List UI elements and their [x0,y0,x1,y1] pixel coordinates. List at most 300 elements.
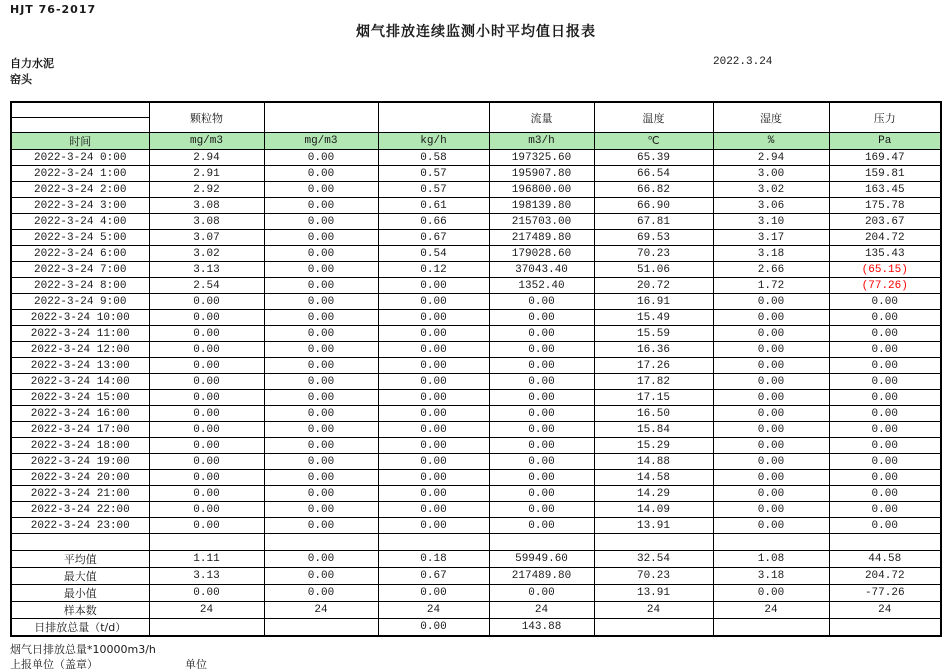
value-cell: 175.78 [829,198,941,214]
page-title: 烟气排放连续监测小时平均值日报表 [356,24,596,40]
value-cell: 0.00 [378,619,489,637]
footer-total-emission-note: 烟气日排放总量*10000m3/h [10,643,156,656]
value-cell: 14.09 [594,502,713,518]
table-row [11,602,941,619]
report-table [10,101,942,637]
value-cell: 0.00 [264,342,378,358]
value-cell: 0.00 [829,422,941,438]
value-cell: 0.00 [149,358,264,374]
value-cell: 0.00 [829,326,941,342]
value-cell: 0.00 [378,278,489,294]
header-blank-col3 [264,102,378,133]
standard-code: HJT 76-2017 [10,3,97,16]
value-cell: 1.08 [713,551,829,568]
value-cell: 0.00 [489,454,594,470]
table-row [11,166,941,182]
value-cell: 24 [264,602,378,619]
time-cell: 2022-3-24 10:00 [11,310,149,326]
unit-celsius: ℃ [594,133,713,150]
value-cell: 2.91 [149,166,264,182]
unit-header-row [11,133,941,150]
unit-mg-m3-2: mg/m3 [264,133,378,150]
value-cell: 0.00 [264,358,378,374]
time-cell: 2022-3-24 3:00 [11,198,149,214]
value-cell: 0.00 [489,358,594,374]
value-cell: 0.00 [264,246,378,262]
value-cell: 0.00 [713,310,829,326]
table-row [11,568,941,585]
header-blank-top [12,103,149,118]
time-cell: 2022-3-24 22:00 [11,502,149,518]
value-cell: 16.36 [594,342,713,358]
value-cell: 0.00 [264,374,378,390]
value-cell: 0.00 [829,470,941,486]
value-cell: 0.00 [264,214,378,230]
value-cell: 0.00 [489,406,594,422]
value-cell: 0.00 [489,294,594,310]
header-particulate: 颗粒物 [149,102,264,133]
time-cell: 2022-3-24 16:00 [11,406,149,422]
value-cell: 0.00 [149,294,264,310]
value-cell: 13.91 [594,518,713,534]
value-cell: 0.00 [378,406,489,422]
value-cell: 0.00 [149,390,264,406]
empty-cell [829,534,941,551]
value-cell: 0.00 [489,374,594,390]
value-cell: 20.72 [594,278,713,294]
value-cell: 0.00 [378,342,489,358]
table-row [11,585,941,602]
table-row [11,358,941,374]
value-cell: 0.00 [713,390,829,406]
value-cell: 44.58 [829,551,941,568]
time-cell: 2022-3-24 14:00 [11,374,149,390]
table-row [11,502,941,518]
value-cell: 0.00 [713,406,829,422]
value-cell: 198139.80 [489,198,594,214]
value-cell: 0.00 [489,422,594,438]
unit-pa: Pa [829,133,941,150]
value-cell: 0.00 [264,294,378,310]
unit-mg-m3-1: mg/m3 [149,133,264,150]
value-cell: 159.81 [829,166,941,182]
value-cell: 66.90 [594,198,713,214]
value-cell: 0.00 [264,198,378,214]
time-cell: 2022-3-24 9:00 [11,294,149,310]
value-cell: 3.07 [149,230,264,246]
table-row [11,619,941,637]
value-cell: 0.54 [378,246,489,262]
table-row [11,182,941,198]
summary-label-cell: 最大值 [11,568,149,585]
value-cell: 24 [594,602,713,619]
report-date: 2022.3.24 [713,56,773,68]
value-cell: 0.00 [713,486,829,502]
value-cell: 0.00 [264,438,378,454]
spacer-row [11,534,941,551]
value-cell: 0.00 [264,422,378,438]
table-row [11,518,941,534]
value-cell: 16.50 [594,406,713,422]
value-cell: 2.94 [149,150,264,166]
value-cell: 0.61 [378,198,489,214]
value-cell: 0.00 [489,486,594,502]
value-cell: 0.00 [378,502,489,518]
table-row [11,294,941,310]
value-cell: 69.53 [594,230,713,246]
table-row [11,374,941,390]
value-cell: 0.00 [149,470,264,486]
value-cell: 0.00 [264,454,378,470]
value-cell: 2.92 [149,182,264,198]
value-cell: 0.00 [149,585,264,602]
value-cell [713,619,829,637]
value-cell: 0.00 [713,518,829,534]
value-cell: 0.00 [264,551,378,568]
header-temperature: 温度 [594,102,713,133]
table-row [11,470,941,486]
value-cell: 0.66 [378,214,489,230]
value-cell: 0.00 [713,454,829,470]
value-cell: 15.84 [594,422,713,438]
value-cell: 0.00 [264,568,378,585]
value-cell: 0.00 [829,518,941,534]
value-cell: 0.00 [829,310,941,326]
value-cell: (65.15) [829,262,941,278]
table-row [11,486,941,502]
value-cell: 0.00 [149,438,264,454]
value-cell: 0.00 [378,358,489,374]
value-cell: 15.29 [594,438,713,454]
table-row [11,198,941,214]
station-name: 窑头 [10,73,32,86]
value-cell: 3.18 [713,246,829,262]
value-cell: 0.00 [713,358,829,374]
value-cell: 0.00 [264,310,378,326]
value-cell: 163.45 [829,182,941,198]
value-cell: 0.00 [264,326,378,342]
value-cell: 0.00 [264,166,378,182]
header-pressure: 压力 [829,102,941,133]
table-row [11,406,941,422]
value-cell: 3.06 [713,198,829,214]
value-cell: 17.15 [594,390,713,406]
time-cell: 2022-3-24 11:00 [11,326,149,342]
table-row [11,230,941,246]
summary-label-cell: 最小值 [11,585,149,602]
value-cell: 0.00 [264,470,378,486]
value-cell: 0.00 [829,358,941,374]
value-cell: 0.00 [264,518,378,534]
value-cell: 215703.00 [489,214,594,230]
time-cell: 2022-3-24 21:00 [11,486,149,502]
value-cell: 0.00 [489,470,594,486]
value-cell: 2.94 [713,150,829,166]
value-cell: 24 [378,602,489,619]
value-cell: 0.00 [713,502,829,518]
empty-cell [378,534,489,551]
empty-cell [264,534,378,551]
value-cell: 0.00 [264,230,378,246]
time-cell: 2022-3-24 13:00 [11,358,149,374]
value-cell: 0.18 [378,551,489,568]
value-cell [594,619,713,637]
unit-m3-h: m3/h [489,133,594,150]
value-cell: 3.08 [149,198,264,214]
value-cell: 51.06 [594,262,713,278]
time-cell: 2022-3-24 7:00 [11,262,149,278]
table-row [11,551,941,568]
value-cell: 65.39 [594,150,713,166]
value-cell: 24 [713,602,829,619]
summary-label-cell: 样本数 [11,602,149,619]
time-cell: 2022-3-24 2:00 [11,182,149,198]
value-cell: 179028.60 [489,246,594,262]
empty-cell [594,534,713,551]
value-cell: 0.00 [378,310,489,326]
value-cell: 17.26 [594,358,713,374]
value-cell: 0.00 [264,390,378,406]
value-cell: 0.00 [713,585,829,602]
table-row [11,278,941,294]
value-cell: 3.00 [713,166,829,182]
unit-percent: % [713,133,829,150]
table-row [11,326,941,342]
value-cell: 0.67 [378,568,489,585]
value-cell: 0.00 [378,486,489,502]
value-cell: 0.00 [264,182,378,198]
value-cell: 0.00 [264,486,378,502]
value-cell: 13.91 [594,585,713,602]
value-cell: 0.00 [489,342,594,358]
value-cell: 0.00 [149,518,264,534]
value-cell: 0.00 [378,585,489,602]
table-row [11,246,941,262]
value-cell: 0.00 [489,502,594,518]
value-cell: 70.23 [594,246,713,262]
table-row [11,390,941,406]
value-cell: 3.13 [149,568,264,585]
value-cell: 3.02 [149,246,264,262]
value-cell: 0.00 [829,406,941,422]
value-cell: 66.82 [594,182,713,198]
value-cell: 196800.00 [489,182,594,198]
group-header-row [11,102,941,133]
table-row [11,150,941,166]
value-cell: 0.00 [489,310,594,326]
value-cell: 66.54 [594,166,713,182]
value-cell: 0.00 [149,454,264,470]
time-cell: 2022-3-24 8:00 [11,278,149,294]
value-cell: 169.47 [829,150,941,166]
value-cell: 3.08 [149,214,264,230]
value-cell: 67.81 [594,214,713,230]
company-name: 自力水泥 [10,57,54,70]
value-cell [149,619,264,637]
value-cell: 2.54 [149,278,264,294]
value-cell: 0.00 [264,585,378,602]
value-cell: 0.00 [829,486,941,502]
value-cell: 0.00 [489,390,594,406]
value-cell: 0.00 [149,422,264,438]
value-cell: 0.00 [378,422,489,438]
value-cell: 217489.80 [489,568,594,585]
value-cell: 0.00 [264,278,378,294]
value-cell: 17.82 [594,374,713,390]
value-cell: 24 [149,602,264,619]
value-cell: 0.00 [829,390,941,406]
value-cell: 143.88 [489,619,594,637]
value-cell: 0.00 [378,438,489,454]
table-row [11,310,941,326]
value-cell: 0.57 [378,182,489,198]
value-cell: 0.00 [489,438,594,454]
value-cell: 0.00 [264,262,378,278]
table-row [11,214,941,230]
value-cell: 15.49 [594,310,713,326]
value-cell [829,619,941,637]
summary-label-cell: 平均值 [11,551,149,568]
value-cell: 204.72 [829,230,941,246]
table-row [11,454,941,470]
value-cell: 3.10 [713,214,829,230]
value-cell: 1.11 [149,551,264,568]
summary-label-cell: 日排放总量（t/d） [11,619,149,637]
table-row [11,422,941,438]
value-cell: 0.00 [149,486,264,502]
value-cell: 14.88 [594,454,713,470]
time-cell: 2022-3-24 6:00 [11,246,149,262]
value-cell: 0.00 [378,470,489,486]
footer-unit-label: 单位 [185,658,207,669]
value-cell: 0.00 [713,438,829,454]
header-blank-col4 [378,102,489,133]
value-cell: 14.58 [594,470,713,486]
value-cell: 0.00 [829,502,941,518]
value-cell: 0.00 [378,374,489,390]
value-cell: 135.43 [829,246,941,262]
value-cell: 0.00 [264,406,378,422]
value-cell: 1352.40 [489,278,594,294]
value-cell: 0.00 [713,342,829,358]
empty-cell [11,534,149,551]
value-cell: 1.72 [713,278,829,294]
header-blank-bottom [12,118,149,132]
time-cell: 2022-3-24 15:00 [11,390,149,406]
value-cell: 0.00 [489,585,594,602]
value-cell: 70.23 [594,568,713,585]
time-cell: 2022-3-24 5:00 [11,230,149,246]
value-cell: 0.00 [378,294,489,310]
value-cell: 24 [489,602,594,619]
value-cell: 14.29 [594,486,713,502]
unit-kg-h: kg/h [378,133,489,150]
value-cell: 3.02 [713,182,829,198]
table-row [11,438,941,454]
value-cell: 0.00 [378,326,489,342]
value-cell: 0.57 [378,166,489,182]
value-cell: 0.00 [378,454,489,470]
value-cell: 0.00 [829,342,941,358]
time-cell: 2022-3-24 1:00 [11,166,149,182]
empty-cell [489,534,594,551]
value-cell: 24 [829,602,941,619]
time-cell: 2022-3-24 19:00 [11,454,149,470]
value-cell: 3.18 [713,568,829,585]
empty-cell [713,534,829,551]
value-cell: 0.00 [713,326,829,342]
value-cell: 0.00 [149,326,264,342]
value-cell: 0.00 [713,470,829,486]
value-cell: 0.00 [829,454,941,470]
time-cell: 2022-3-24 17:00 [11,422,149,438]
value-cell: 0.00 [378,518,489,534]
table-row [11,262,941,278]
value-cell: 32.54 [594,551,713,568]
value-cell: 0.00 [829,374,941,390]
value-cell: 0.00 [149,374,264,390]
value-cell: 0.58 [378,150,489,166]
value-cell: 195907.80 [489,166,594,182]
footer-reporting-unit-label: 上报单位（盖章） [10,658,98,669]
value-cell: 204.72 [829,568,941,585]
value-cell: 0.00 [378,390,489,406]
time-cell: 2022-3-24 18:00 [11,438,149,454]
value-cell: 0.00 [713,422,829,438]
value-cell: 0.00 [713,294,829,310]
value-cell: -77.26 [829,585,941,602]
value-cell: 3.13 [149,262,264,278]
time-cell: 2022-3-24 23:00 [11,518,149,534]
value-cell: 37043.40 [489,262,594,278]
value-cell: 0.00 [829,438,941,454]
header-humidity: 湿度 [713,102,829,133]
value-cell [264,619,378,637]
value-cell: 0.00 [149,310,264,326]
value-cell: 0.00 [713,374,829,390]
time-cell: 2022-3-24 0:00 [11,150,149,166]
value-cell: 16.91 [594,294,713,310]
value-cell: 0.00 [489,518,594,534]
empty-cell [149,534,264,551]
time-cell: 2022-3-24 20:00 [11,470,149,486]
time-cell: 2022-3-24 12:00 [11,342,149,358]
value-cell: 0.00 [149,502,264,518]
value-cell: 0.12 [378,262,489,278]
value-cell: (77.26) [829,278,941,294]
table-row [11,342,941,358]
value-cell: 0.00 [829,294,941,310]
data-table [10,101,942,637]
value-cell: 0.00 [149,406,264,422]
value-cell: 3.17 [713,230,829,246]
value-cell: 203.67 [829,214,941,230]
value-cell: 59949.60 [489,551,594,568]
value-cell: 0.00 [264,502,378,518]
value-cell: 2.66 [713,262,829,278]
time-cell: 2022-3-24 4:00 [11,214,149,230]
header-flow: 流量 [489,102,594,133]
value-cell: 0.00 [149,342,264,358]
value-cell: 15.59 [594,326,713,342]
value-cell: 0.67 [378,230,489,246]
value-cell: 197325.60 [489,150,594,166]
unit-time: 时间 [11,133,149,150]
value-cell: 0.00 [264,150,378,166]
value-cell: 0.00 [489,326,594,342]
header-time-blank-cell [11,102,149,133]
value-cell: 217489.80 [489,230,594,246]
